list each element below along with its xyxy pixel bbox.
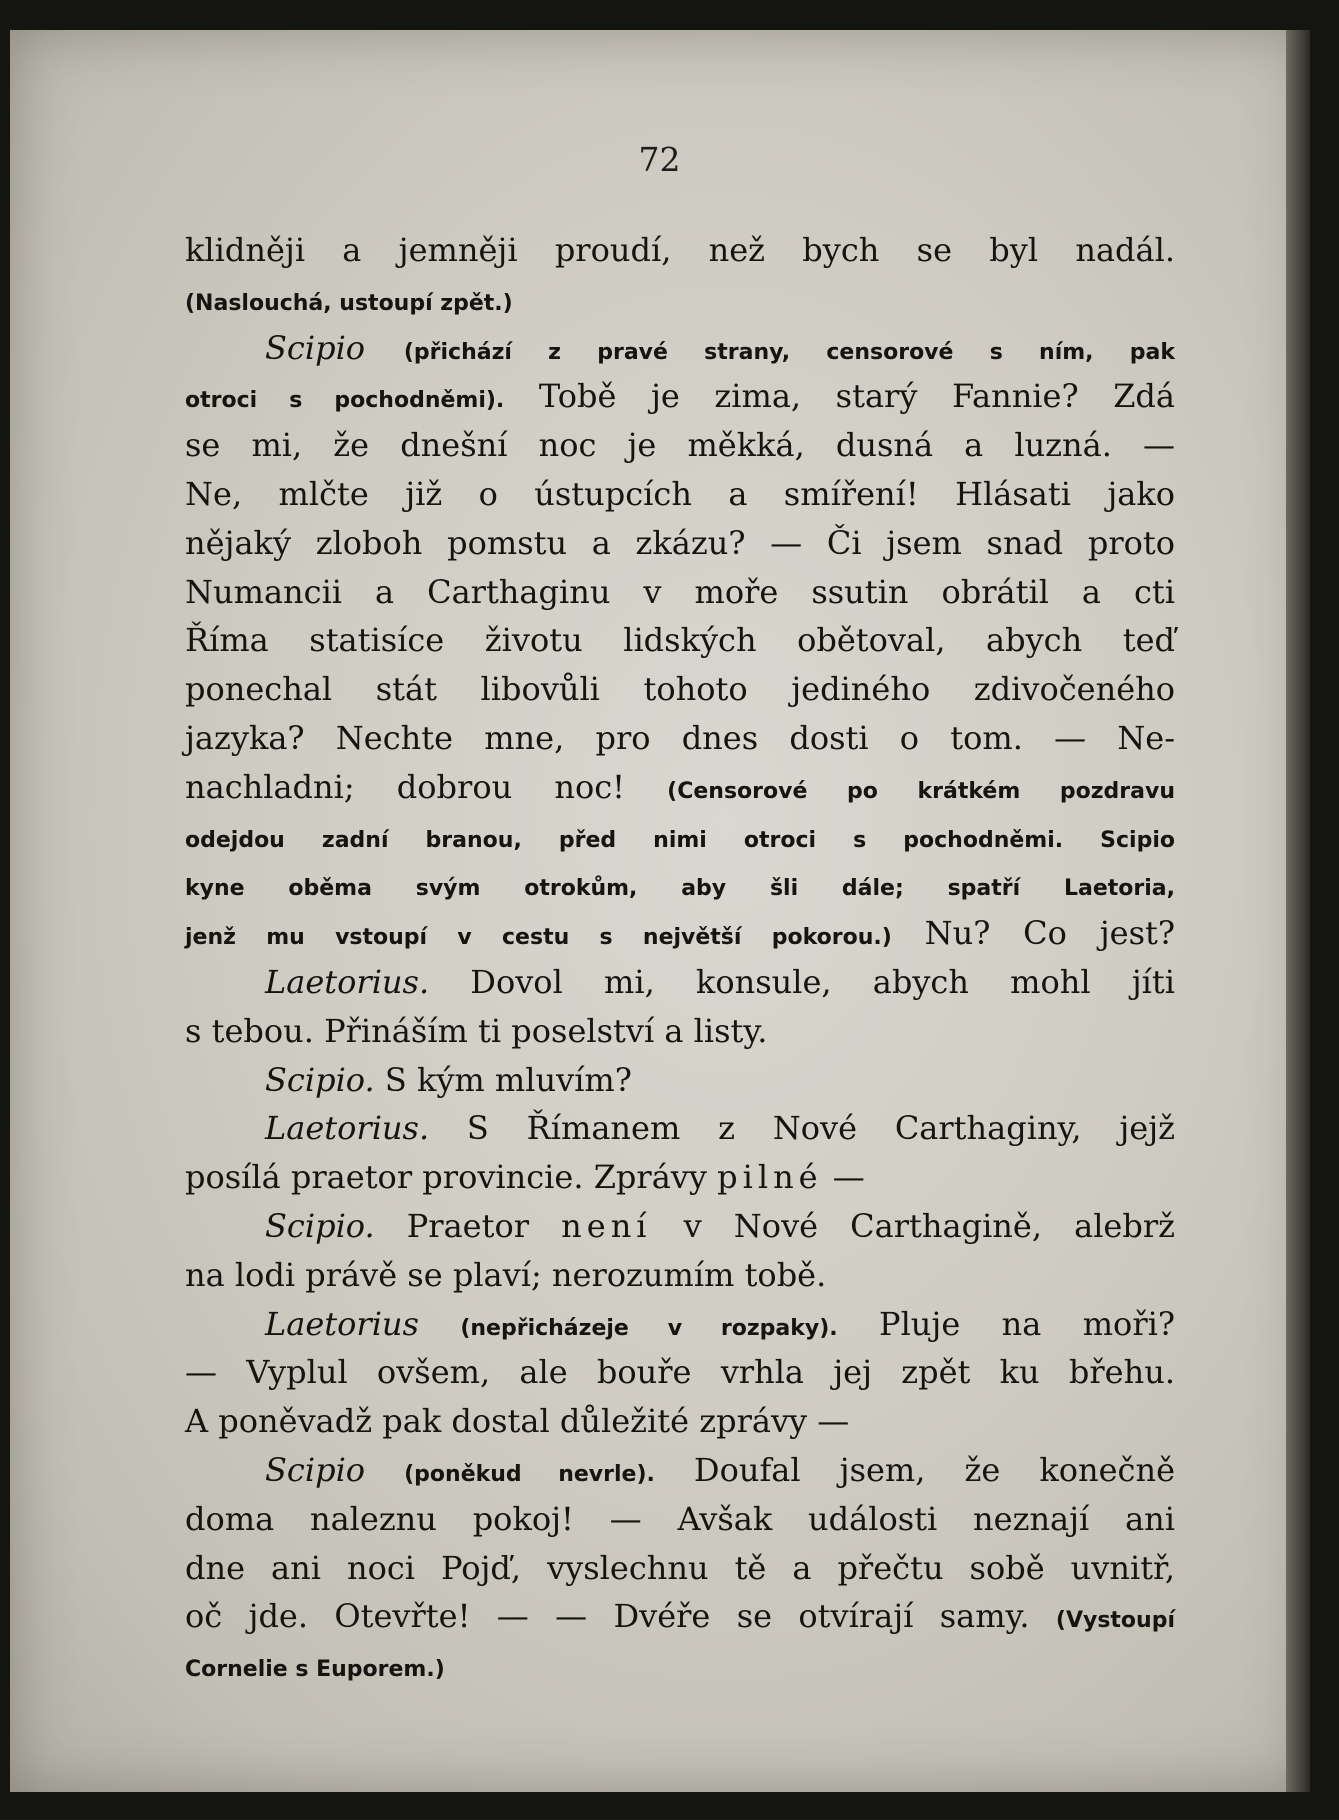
speaker-name: Scipio. (265, 1060, 375, 1099)
text-line (185, 616, 1175, 665)
speaker-name: Scipio. (265, 1206, 375, 1245)
text-run: ponechal stát libovůli tohoto jediného zdivočeného (185, 670, 1175, 709)
emphasized-word: pilné (717, 1158, 823, 1197)
text-line (185, 812, 1175, 861)
text-run: A poněvadž pak dostal důležité zprávy — (185, 1402, 850, 1441)
stage-direction: (poněkud nevrle). (404, 1461, 655, 1487)
text-line (185, 1104, 1175, 1153)
text-line (185, 1495, 1175, 1544)
speaker-name: Laetorius (265, 1304, 419, 1343)
text-line (185, 1446, 1175, 1495)
text-run (419, 1305, 460, 1343)
text-line (185, 665, 1175, 714)
text-line (185, 763, 1175, 812)
stage-direction: Cornelie s Euporem.) (185, 1657, 445, 1683)
speaker-name: Laetorius. (265, 962, 430, 1001)
text-line (185, 1007, 1175, 1056)
stage-direction: odejdou zadní branou, před nimi otroci s pochodněmi. Scipio (185, 827, 1175, 853)
stage-direction: (Censorové po krátkém pozdravu (667, 778, 1175, 804)
text-line (185, 1056, 1175, 1105)
text-run: nachladni; dobrou noc! (185, 767, 668, 806)
text-run: na lodi právě se plaví; nerozumím tobě. (185, 1255, 827, 1294)
text-run: Numancii a Carthaginu v moře ssutin obrátil a cti (185, 572, 1175, 611)
text-run: Dovol mi, konsule, abych mohl jíti (429, 962, 1175, 1001)
text-line (185, 1202, 1175, 1251)
text-line (185, 421, 1175, 470)
text-run: s tebou. Přináším ti poselství a listy. (185, 1011, 768, 1050)
text-line (185, 1251, 1175, 1300)
text-run: Říma statisíce životu lidských obětoval, abych teď (185, 621, 1175, 660)
text-line (185, 275, 1175, 324)
text-run: klidněji a jemněji proudí, než bych se byl nadál. (185, 231, 1175, 269)
text-run (365, 1451, 404, 1489)
emphasized-word: není (561, 1206, 652, 1245)
text-run: Tobě je zima, starý Fannie? Zdá (504, 377, 1175, 416)
text-run: jazyka? Nechte mne, pro dnes dosti o tom. — Ne- (185, 718, 1175, 757)
text-run: Ne, mlčte již o ústupcích a smíření! Hlásati jako (185, 474, 1175, 513)
stage-direction: (přichází z pravé strany, censorové s ním, pak (403, 339, 1175, 365)
text-line (185, 860, 1175, 909)
page-number: 72 (638, 140, 681, 179)
page-body-text (185, 226, 1175, 1690)
text-line (185, 324, 1175, 373)
speaker-name: Laetorius. (265, 1109, 430, 1148)
text-line (185, 1300, 1175, 1349)
text-line (185, 226, 1175, 275)
text-line (185, 1592, 1175, 1641)
text-line (185, 372, 1175, 421)
text-run: nějaký zloboh pomstu a zkázu? — Či jsem snad proto (185, 523, 1175, 562)
text-line (185, 909, 1175, 958)
text-line (185, 519, 1175, 568)
text-line (185, 1544, 1175, 1593)
text-run: posílá praetor provincie. Zprávy (185, 1158, 718, 1197)
stage-direction: otroci s pochodněmi). (185, 388, 505, 414)
text-run: Doufal jsem, že konečně (654, 1450, 1176, 1489)
book-gutter (1286, 30, 1310, 1792)
text-line (185, 1348, 1175, 1397)
stage-direction: jenž mu vstoupí v cestu s největší pokorou.) (185, 925, 892, 951)
text-run: S kým mluvím? (374, 1060, 632, 1099)
text-run: v Nové Carthagině, alebrž (651, 1206, 1176, 1245)
text-line (185, 568, 1175, 617)
text-run: Pluje na moři? (837, 1304, 1175, 1343)
stage-direction: (Vystoupí (1055, 1608, 1175, 1634)
text-run: Nu? Co jest? (891, 914, 1175, 953)
text-run: se mi, že dnešní noc je měkká, dusná a luzná. — (185, 426, 1175, 465)
text-run: dne ani noci Pojď, vyslechnu tě a přečtu sobě uvnitř, (185, 1548, 1175, 1587)
text-line (185, 1641, 1175, 1690)
text-line (185, 470, 1175, 519)
text-line (185, 1153, 1175, 1202)
text-line (185, 1397, 1175, 1446)
stage-direction: kyne oběma svým otrokům, aby šli dále; spatří Laetoria, (185, 876, 1175, 902)
speaker-name: Scipio (265, 1450, 366, 1489)
text-line (185, 958, 1175, 1007)
speaker-name: Scipio (265, 328, 366, 367)
stage-direction: (nepřicházeje v rozpaky). (460, 1315, 838, 1341)
text-run: — (822, 1158, 865, 1197)
text-run: Praetor (374, 1206, 562, 1245)
text-run: oč jde. Otevřte! — — Dvéře se otvírají samy. (185, 1597, 1056, 1636)
text-run (365, 329, 404, 367)
text-run: S Římanem z Nové Carthaginy, jejž (429, 1109, 1175, 1148)
text-run: doma naleznu pokoj! — Avšak události neznají ani (185, 1499, 1175, 1538)
text-line (185, 714, 1175, 763)
text-run: — Vyplul ovšem, ale bouře vrhla jej zpět ku břehu. (185, 1353, 1175, 1392)
stage-direction: (Naslouchá, ustoupí zpět.) (185, 290, 513, 316)
